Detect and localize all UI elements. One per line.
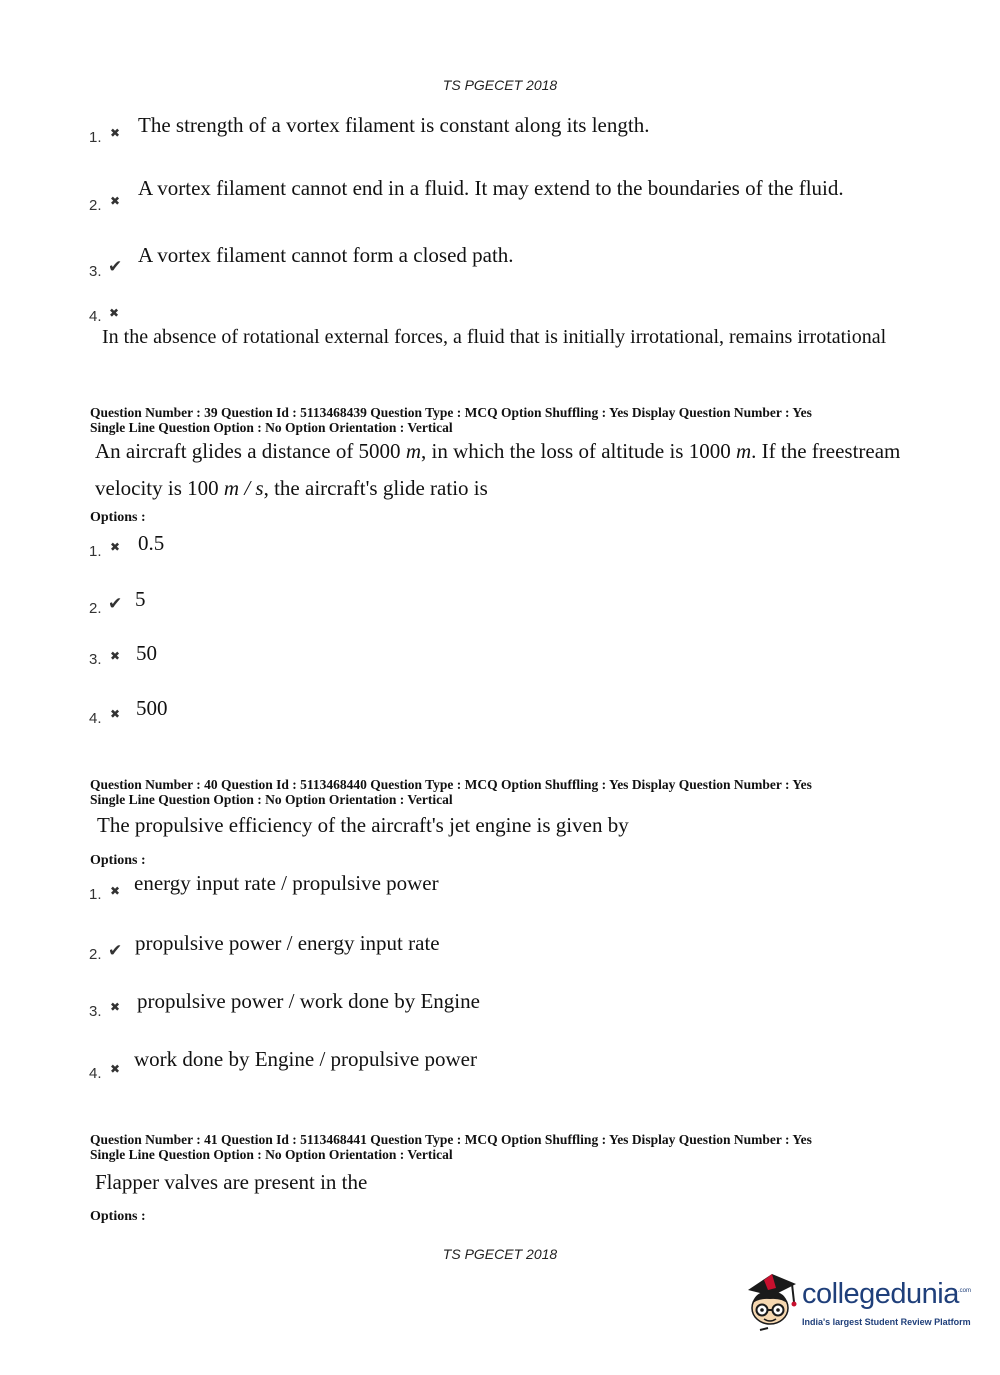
option-text: 50 <box>136 641 157 665</box>
option-text: propulsive power / work done by Engine <box>137 989 480 1013</box>
cross-icon: ✖ <box>110 1000 121 1014</box>
cross-icon: ✖ <box>110 707 121 721</box>
page-footer: TS PGECET 2018 <box>442 1246 558 1262</box>
option-number: 1. <box>89 886 102 903</box>
logo-com: .com <box>958 1288 972 1294</box>
question-text: The propulsive efficiency of the aircraft's jet engine is given by <box>97 813 629 837</box>
check-icon: ✔ <box>108 941 123 961</box>
question-text: Flapper valves are present in the <box>95 1170 368 1194</box>
option-text: The strength of a vortex filament is constant along its length. <box>138 113 650 137</box>
question-meta-line: Question Number : 40 Question Id : 5113468440 Question Type : MCQ Option Shuffling : Yes Display Question Number : Yes <box>90 777 812 792</box>
option-number: 3. <box>89 263 102 280</box>
logo-tagline: India's largest Student Review Platform <box>802 1317 971 1327</box>
unit: m <box>735 439 752 463</box>
question-meta-line: Question Number : 41 Question Id : 5113468441 Question Type : MCQ Option Shuffling : Yes Display Question Number : Yes <box>90 1132 812 1147</box>
unit: m <box>405 439 421 463</box>
options-label: Options : <box>90 510 146 525</box>
option-text: A vortex filament cannot form a closed path. <box>138 243 514 267</box>
option-number: 3. <box>89 651 102 668</box>
question-text-part: , in which the loss of altitude is 1000 <box>420 439 736 463</box>
question-text <box>95 476 488 501</box>
cross-icon: ✖ <box>110 126 121 140</box>
option-number: 2. <box>89 946 102 963</box>
collegedunia-logo[interactable] <box>742 1268 972 1340</box>
option-text: propulsive power / energy input rate <box>135 931 440 955</box>
options-label: Options : <box>90 1209 146 1224</box>
question-text-part: velocity is 100 <box>95 476 224 500</box>
option-number: 2. <box>89 600 102 617</box>
option-number: 3. <box>89 1003 102 1020</box>
option-number: 4. <box>89 710 102 727</box>
option-number: 4. <box>89 1065 102 1082</box>
cross-icon: ✖ <box>110 540 121 554</box>
option-number: 4. <box>89 308 102 325</box>
mascot-icon <box>742 1268 800 1340</box>
option-number: 1. <box>89 543 102 560</box>
question-meta-line: Single Line Question Option : No Option Orientation : Vertical <box>90 420 453 435</box>
cross-icon: ✖ <box>110 1062 121 1076</box>
option-text: 5 <box>135 587 146 611</box>
question-meta <box>90 777 812 807</box>
check-icon: ✔ <box>108 594 123 614</box>
option-text: 0.5 <box>138 531 165 555</box>
cross-icon: ✖ <box>110 649 121 663</box>
question-meta-line: Single Line Question Option : No Option Orientation : Vertical <box>90 1147 453 1162</box>
question-text-part: , the aircraft's glide ratio is <box>263 476 488 500</box>
option-text: 500 <box>136 696 168 720</box>
question-meta-line: Single Line Question Option : No Option Orientation : Vertical <box>90 792 453 807</box>
question-text-part: An aircraft glides a distance of 5000 <box>95 439 406 463</box>
question-text <box>95 439 900 464</box>
options-label: Options : <box>90 853 146 868</box>
option-text: A vortex filament cannot end in a fluid. It may extend to the boundaries of the fluid. <box>138 176 844 200</box>
question-text-part: . If the freestream <box>751 439 901 463</box>
question-meta <box>90 405 812 435</box>
cross-icon: ✖ <box>110 884 121 898</box>
option-number: 2. <box>89 197 102 214</box>
page-header: TS PGECET 2018 <box>442 77 558 93</box>
logo-name: collegedunia <box>802 1278 959 1310</box>
check-icon: ✔ <box>108 257 123 277</box>
option-number: 1. <box>89 129 102 146</box>
cross-icon: ✖ <box>109 306 120 320</box>
option-text: In the absence of rotational external forces, a fluid that is initially irrotational, remains irrotational <box>102 326 887 348</box>
unit: m / s <box>223 476 264 500</box>
cross-icon: ✖ <box>110 194 121 208</box>
option-text: work done by Engine / propulsive power <box>134 1047 477 1071</box>
question-meta-line: Question Number : 39 Question Id : 5113468439 Question Type : MCQ Option Shuffling : Yes Display Question Number : Yes <box>90 405 812 420</box>
question-meta <box>90 1132 812 1162</box>
option-text: energy input rate / propulsive power <box>134 871 439 895</box>
